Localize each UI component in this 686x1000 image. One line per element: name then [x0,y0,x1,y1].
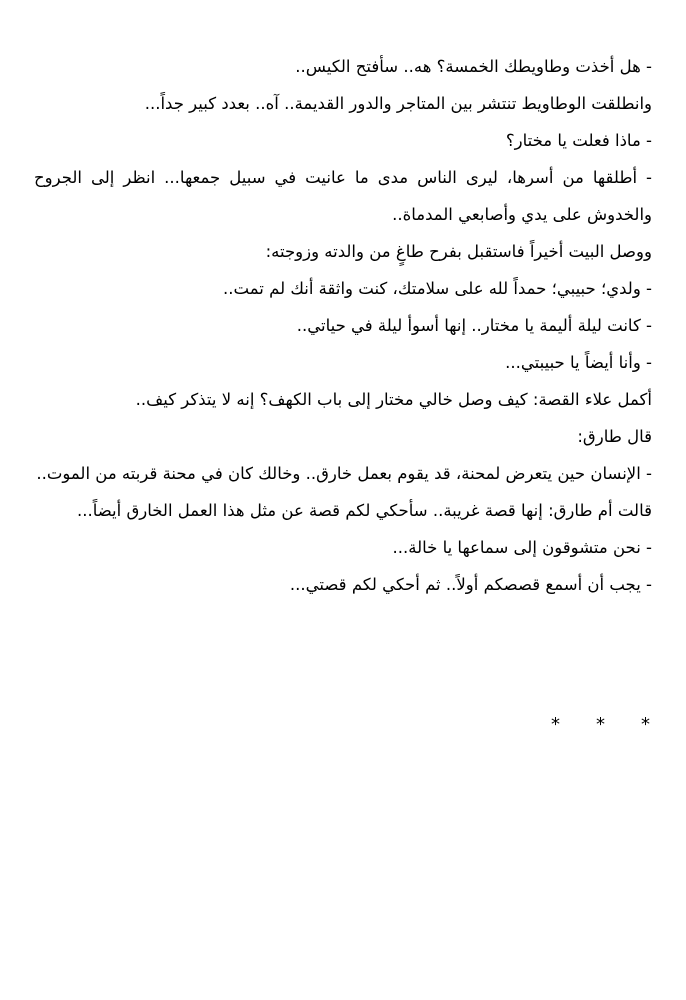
separator-star: * [641,714,650,735]
paragraph-8: - وأنا أيضاً يا حبيبتي... [505,353,652,372]
story-text [34,48,652,603]
paragraph-11: - الإنسان حين يتعرض لمحنة، قد يقوم بعمل خارق.. وخالك كان في محنة قربته من الموت.. [36,464,652,483]
paragraph-1: - هل أخذت وطاويطك الخمسة؟ هه.. سأفتح الكيس.. [295,57,652,76]
paragraph-4: - أطلقها من أسرها، ليرى الناس مدى ما عانيت في سبيل جمعها... انظر إلى الجروح والخدوش على يدي وأصابعي المدماة.. [34,168,652,224]
paragraph-2: وانطلقت الوطاويط تنتشر بين المتاجر والدور القديمة.. آه.. بعدد كبير جداً... [144,94,652,113]
paragraph-10: قال طارق: [577,427,652,446]
paragraph-5: ووصل البيت أخيراً فاستقبل بفرح طاغٍ من والدته وزوجته: [265,242,652,261]
section-separator [551,714,650,735]
paragraph-9: أكمل علاء القصة: كيف وصل خالي مختار إلى باب الكهف؟ إنه لا يتذكر كيف.. [135,390,652,409]
paragraph-14: - يجب أن أسمع قصصكم أولاً.. ثم أحكي لكم قصتي... [289,575,652,594]
paragraph-12: قالت أم طارق: إنها قصة غريبة.. سأحكي لكم قصة عن مثل هذا العمل الخارق أيضاً... [76,501,652,520]
paragraph-3: - ماذا فعلت يا مختار؟ [505,131,652,150]
paragraph-6: - ولدي؛ حبيبي؛ حمداً لله على سلامتك، كنت واثقة أنك لم تمت.. [223,279,652,298]
separator-star: * [551,714,560,735]
paragraph-7: - كانت ليلة أليمة يا مختار.. إنها أسوأ ليلة في حياتي.. [296,316,652,335]
paragraph-13: - نحن متشوقون إلى سماعها يا خالة... [392,538,652,557]
separator-star: * [596,714,605,735]
